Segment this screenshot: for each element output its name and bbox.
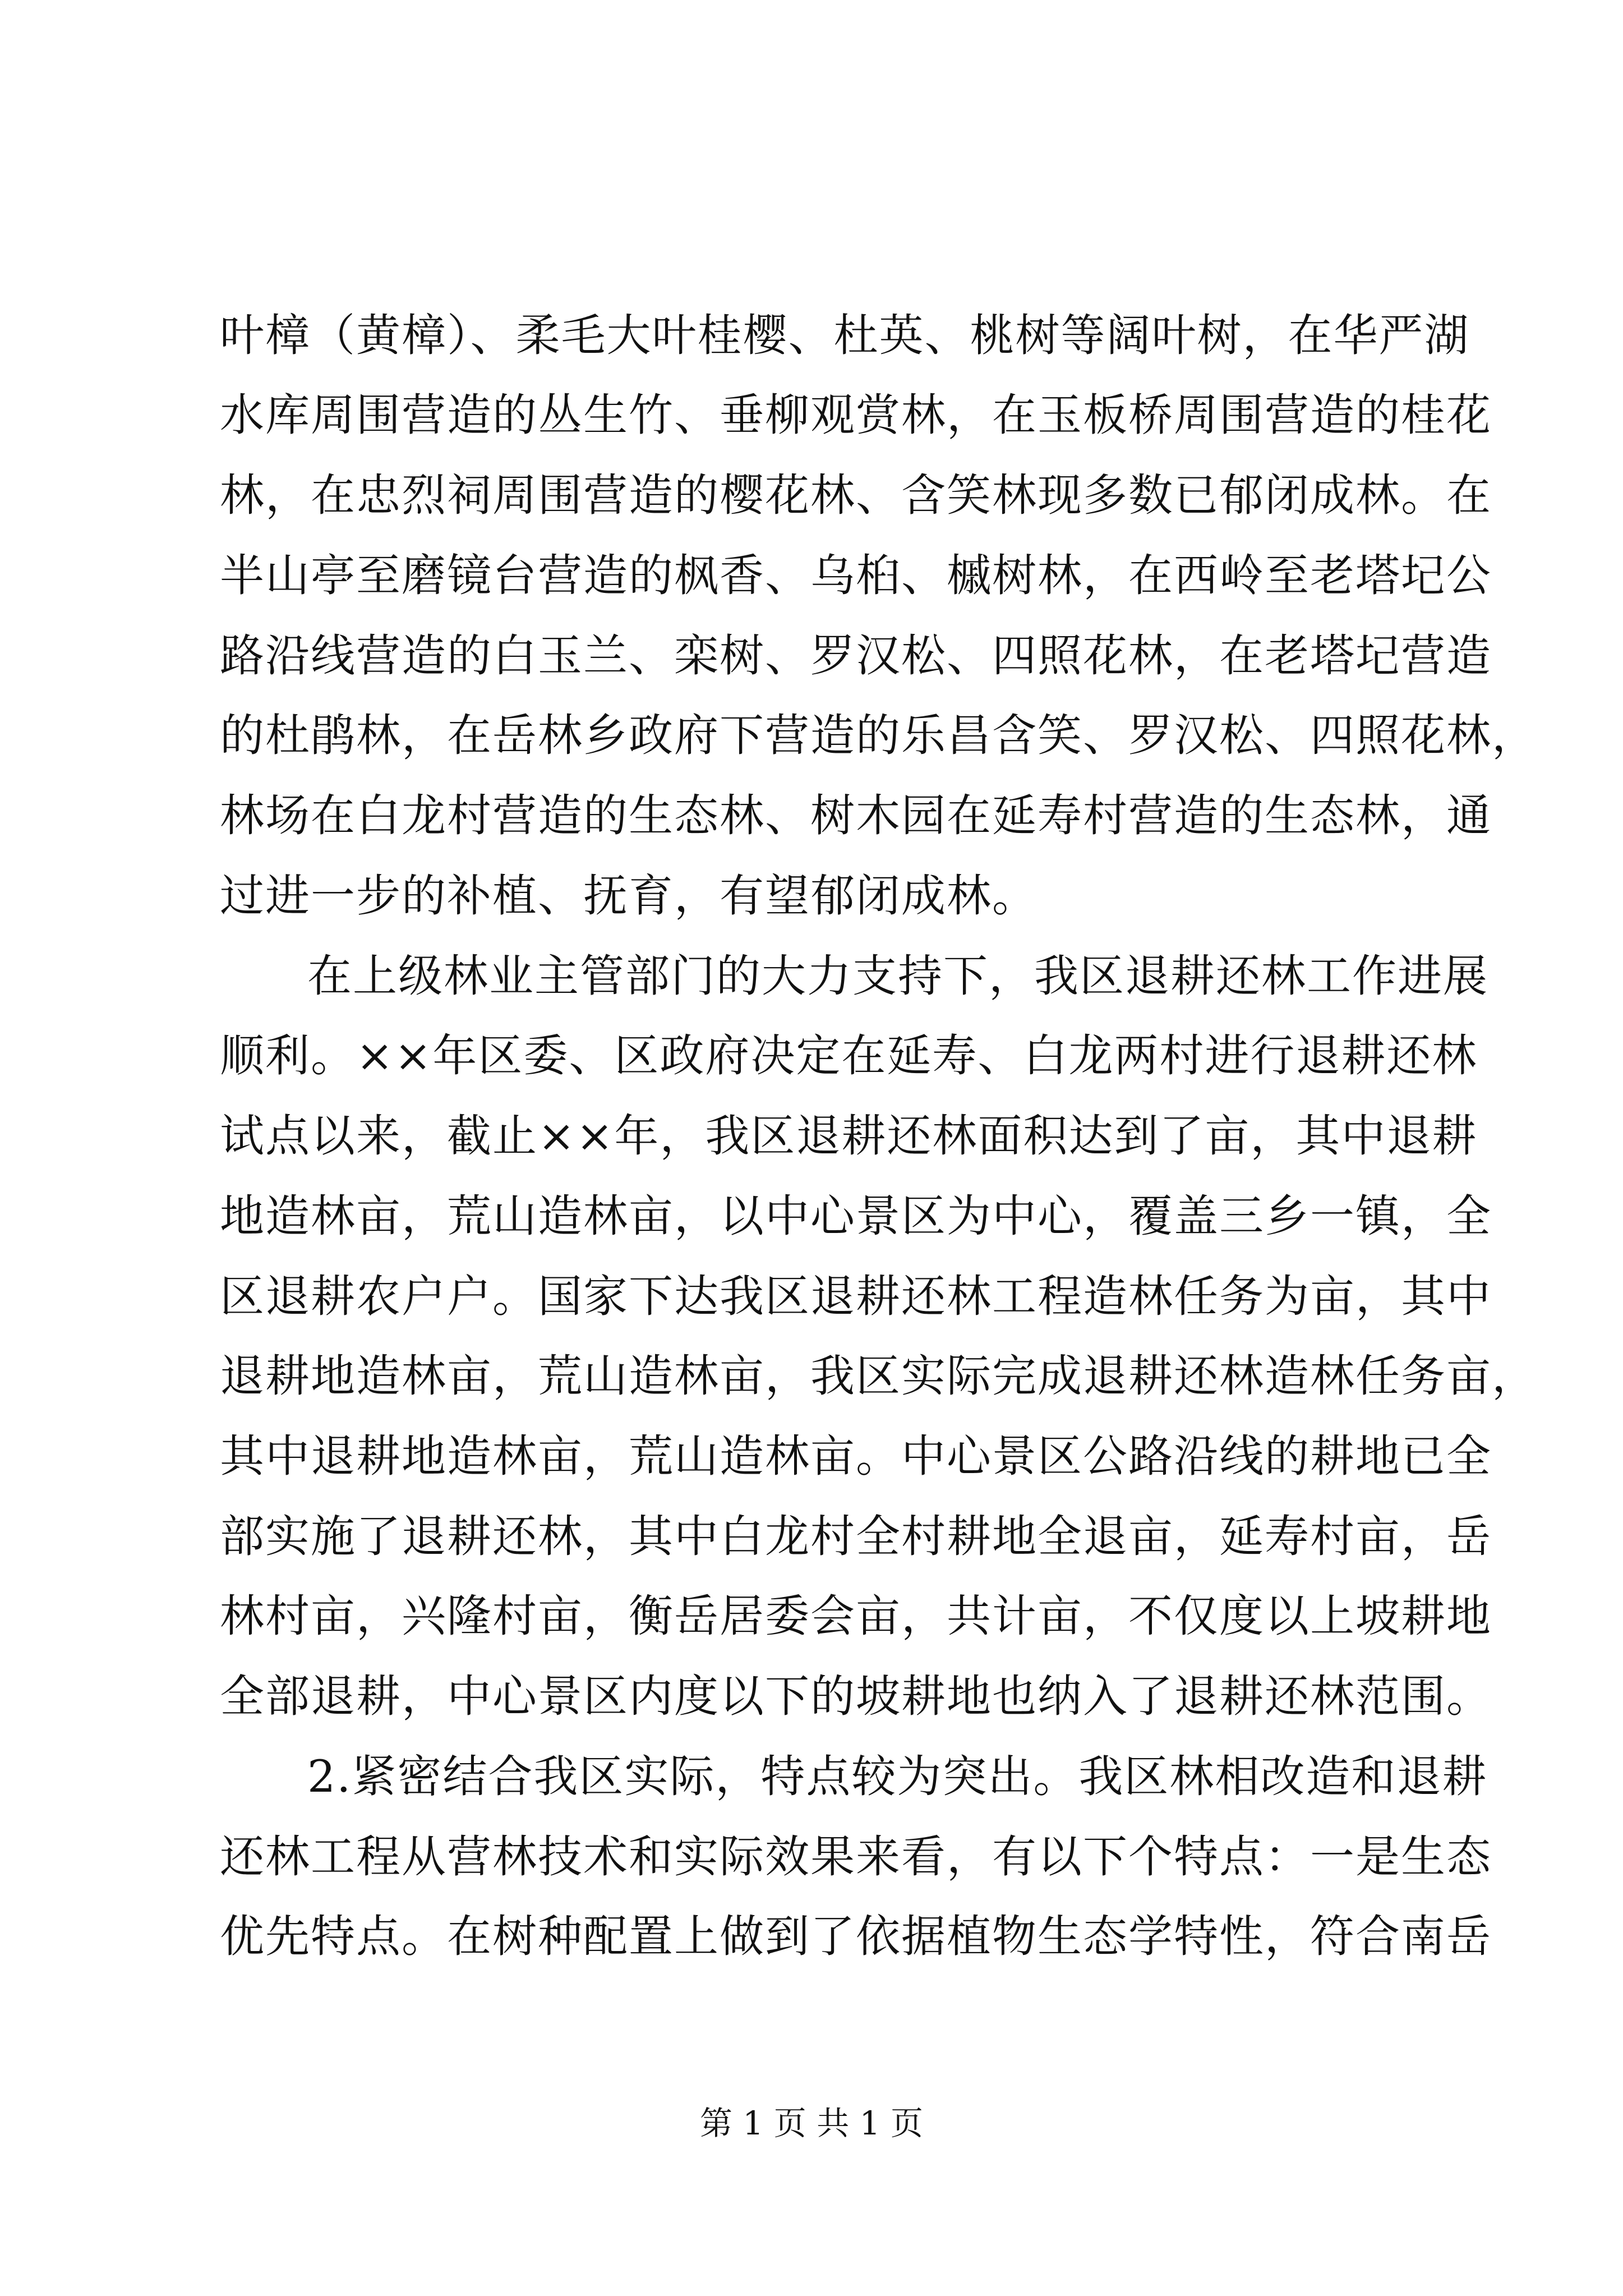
text-line: 水库周围营造的丛生竹、垂柳观赏林，在玉板桥周围营造的桂花 [220, 389, 1492, 441]
text-line: 还林工程从营林技术和实际效果来看，有以下个特点：一是生态 [220, 1831, 1492, 1883]
text-line: 地造林亩，荒山造林亩，以中心景区为中心，覆盖三乡一镇，全 [220, 1190, 1492, 1242]
text-line: 的杜鹃林，在岳林乡政府下营造的乐昌含笑、罗汉松、四照花林， [220, 710, 1537, 761]
text-line: 其中退耕地造林亩，荒山造林亩。中心景区公路沿线的耕地已全 [220, 1430, 1492, 1482]
text-line: 林，在忠烈祠周围营造的樱花林、含笑林现多数已郁闭成林。在 [220, 470, 1492, 521]
text-line: 路沿线营造的白玉兰、栾树、罗汉松、四照花林，在老塔圮营造 [220, 630, 1492, 682]
text-line: 叶樟（黄樟）、柔毛大叶桂樱、杜英、桃树等阔叶树，在华严湖 [220, 310, 1470, 361]
text-line: 优先特点。在树种配置上做到了依据植物生态学特性，符合南岳 [220, 1911, 1492, 1962]
text-line: 过进一步的补植、抚育，有望郁闭成林。 [220, 870, 1038, 922]
text-line: 退耕地造林亩，荒山造林亩，我区实际完成退耕还林造林任务亩， [220, 1350, 1537, 1402]
text-line: 部实施了退耕还林，其中白龙村全村耕地全退亩，延寿村亩，岳 [220, 1511, 1492, 1562]
text-line: 全部退耕，中心景区内度以下的坡耕地也纳入了退耕还林范围。 [220, 1671, 1492, 1722]
paragraph-first-line: 2.紧密结合我区实际，特点较为突出。我区林相改造和退耕 [307, 1751, 1488, 1802]
text-line: 试点以来，截止××年，我区退耕还林面积达到了亩，其中退耕 [220, 1110, 1478, 1162]
text-line: 林村亩，兴隆村亩，衡岳居委会亩，共计亩，不仅度以上坡耕地 [220, 1590, 1492, 1642]
paragraph-first-line: 在上级林业主管部门的大力支持下，我区退耕还林工作进展 [307, 950, 1488, 1002]
text-line: 区退耕农户户。国家下达我区退耕还林工程造林任务为亩，其中 [220, 1271, 1492, 1322]
text-line: 半山亭至磨镜台营造的枫香、乌桕、槭树林，在西岭至老塔圮公 [220, 550, 1492, 601]
text-line: 顺利。××年区委、区政府决定在延寿、白龙两村进行退耕还林 [220, 1030, 1478, 1082]
text-line: 林场在白龙村营造的生态林、树木园在延寿村营造的生态林，通 [220, 790, 1492, 841]
page-footer: 第 1 页 共 1 页 [700, 2104, 923, 2142]
